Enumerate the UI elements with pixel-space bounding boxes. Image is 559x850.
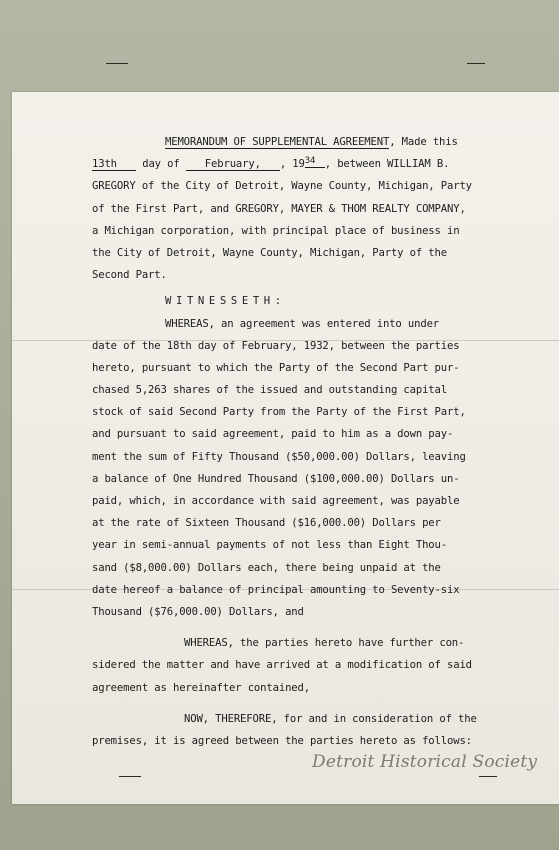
whereas-line: date hereof a balance of principal amounting to Seventy-six [92,583,460,596]
date-day-field: 13th [92,158,136,171]
preamble-line: GREGORY of the City of Detroit, Wayne County, Michigan, Party [92,180,472,193]
whereas-second-line [92,632,532,654]
witnesseth-line [92,290,532,312]
whereas-2-line: sidered the matter and have arrived at a modification of said [92,659,472,672]
whereas-line: and pursuant to said agreement, paid to him as a down pay- [92,428,454,441]
date-day-suffix: day of [136,158,186,171]
whereas-line: Thousand ($76,000.00) Dollars, and [92,605,304,618]
bottom-fold-mark-left [119,776,141,777]
therefore-clause-start: NOW, THEREFORE, for and in consideration of the [184,712,477,725]
whereas-line: date of the 18th day of February, 1932, between the parties [92,339,460,352]
whereas-first-line [92,313,532,335]
whereas-line: sand ($8,000.00) Dollars each, there being unpaid at the [92,561,441,574]
preamble-line: a Michigan corporation, with principal place of business in [92,224,460,237]
preamble-line: the City of Detroit, Wayne County, Michigan, Party of the [92,246,447,259]
bottom-fold-mark-right [479,776,497,777]
top-fold-mark-left [106,63,128,64]
therefore-line [92,708,532,730]
whereas-line: paid, which, in accordance with said agreement, was payable [92,495,460,507]
whereas-line: year in semi-annual payments of not less than Eight Thou- [92,539,447,552]
whereas-clause-2-start: WHEREAS, the parties hereto have further con- [184,637,465,650]
preamble-line: Second Part. [92,269,167,282]
heading-line [92,131,532,153]
date-line [92,153,532,175]
heading-tail: , Made this [389,136,458,148]
whereas-2-line: agreement as hereinafter contained, [92,681,310,694]
document-body [92,131,532,752]
whereas-line: chased 5,263 shares of the issued and outstanding capital [92,384,447,397]
date-year-prefix: , 19 [279,158,305,171]
watermark-text: Detroit Historical Society [312,752,538,772]
whereas-line: ment the sum of Fifty Thousand ($50,000.00) Dollars, leaving [92,450,466,463]
date-after: , between WILLIAM B. [324,158,450,171]
top-fold-mark-right [467,63,485,64]
whereas-line: a balance of One Hundred Thousand ($100,000.00) Dollars un- [92,472,460,485]
document-heading: MEMORANDUM OF SUPPLEMENTAL AGREEMENT [165,136,390,148]
witnesseth-heading: WITNESSETH: [165,295,286,308]
preamble-line: of the First Part, and GREGORY, MAYER & THOM REALTY COMPANY, [92,202,466,215]
date-year-field: 34 [305,155,325,168]
whereas-clause-1-start: WHEREAS, an agreement was entered into under [165,317,440,330]
whereas-line: stock of said Second Party from the Party of the First Part, [92,406,466,419]
date-month-field: February, [186,158,280,171]
whereas-line: at the rate of Sixteen Thousand ($16,000.00) Dollars per [92,517,441,530]
whereas-line: hereto, pursuant to which the Party of the Second Part pur- [92,361,460,374]
therefore-rest-line: premises, it is agreed between the parties hereto as follows: [92,734,472,747]
